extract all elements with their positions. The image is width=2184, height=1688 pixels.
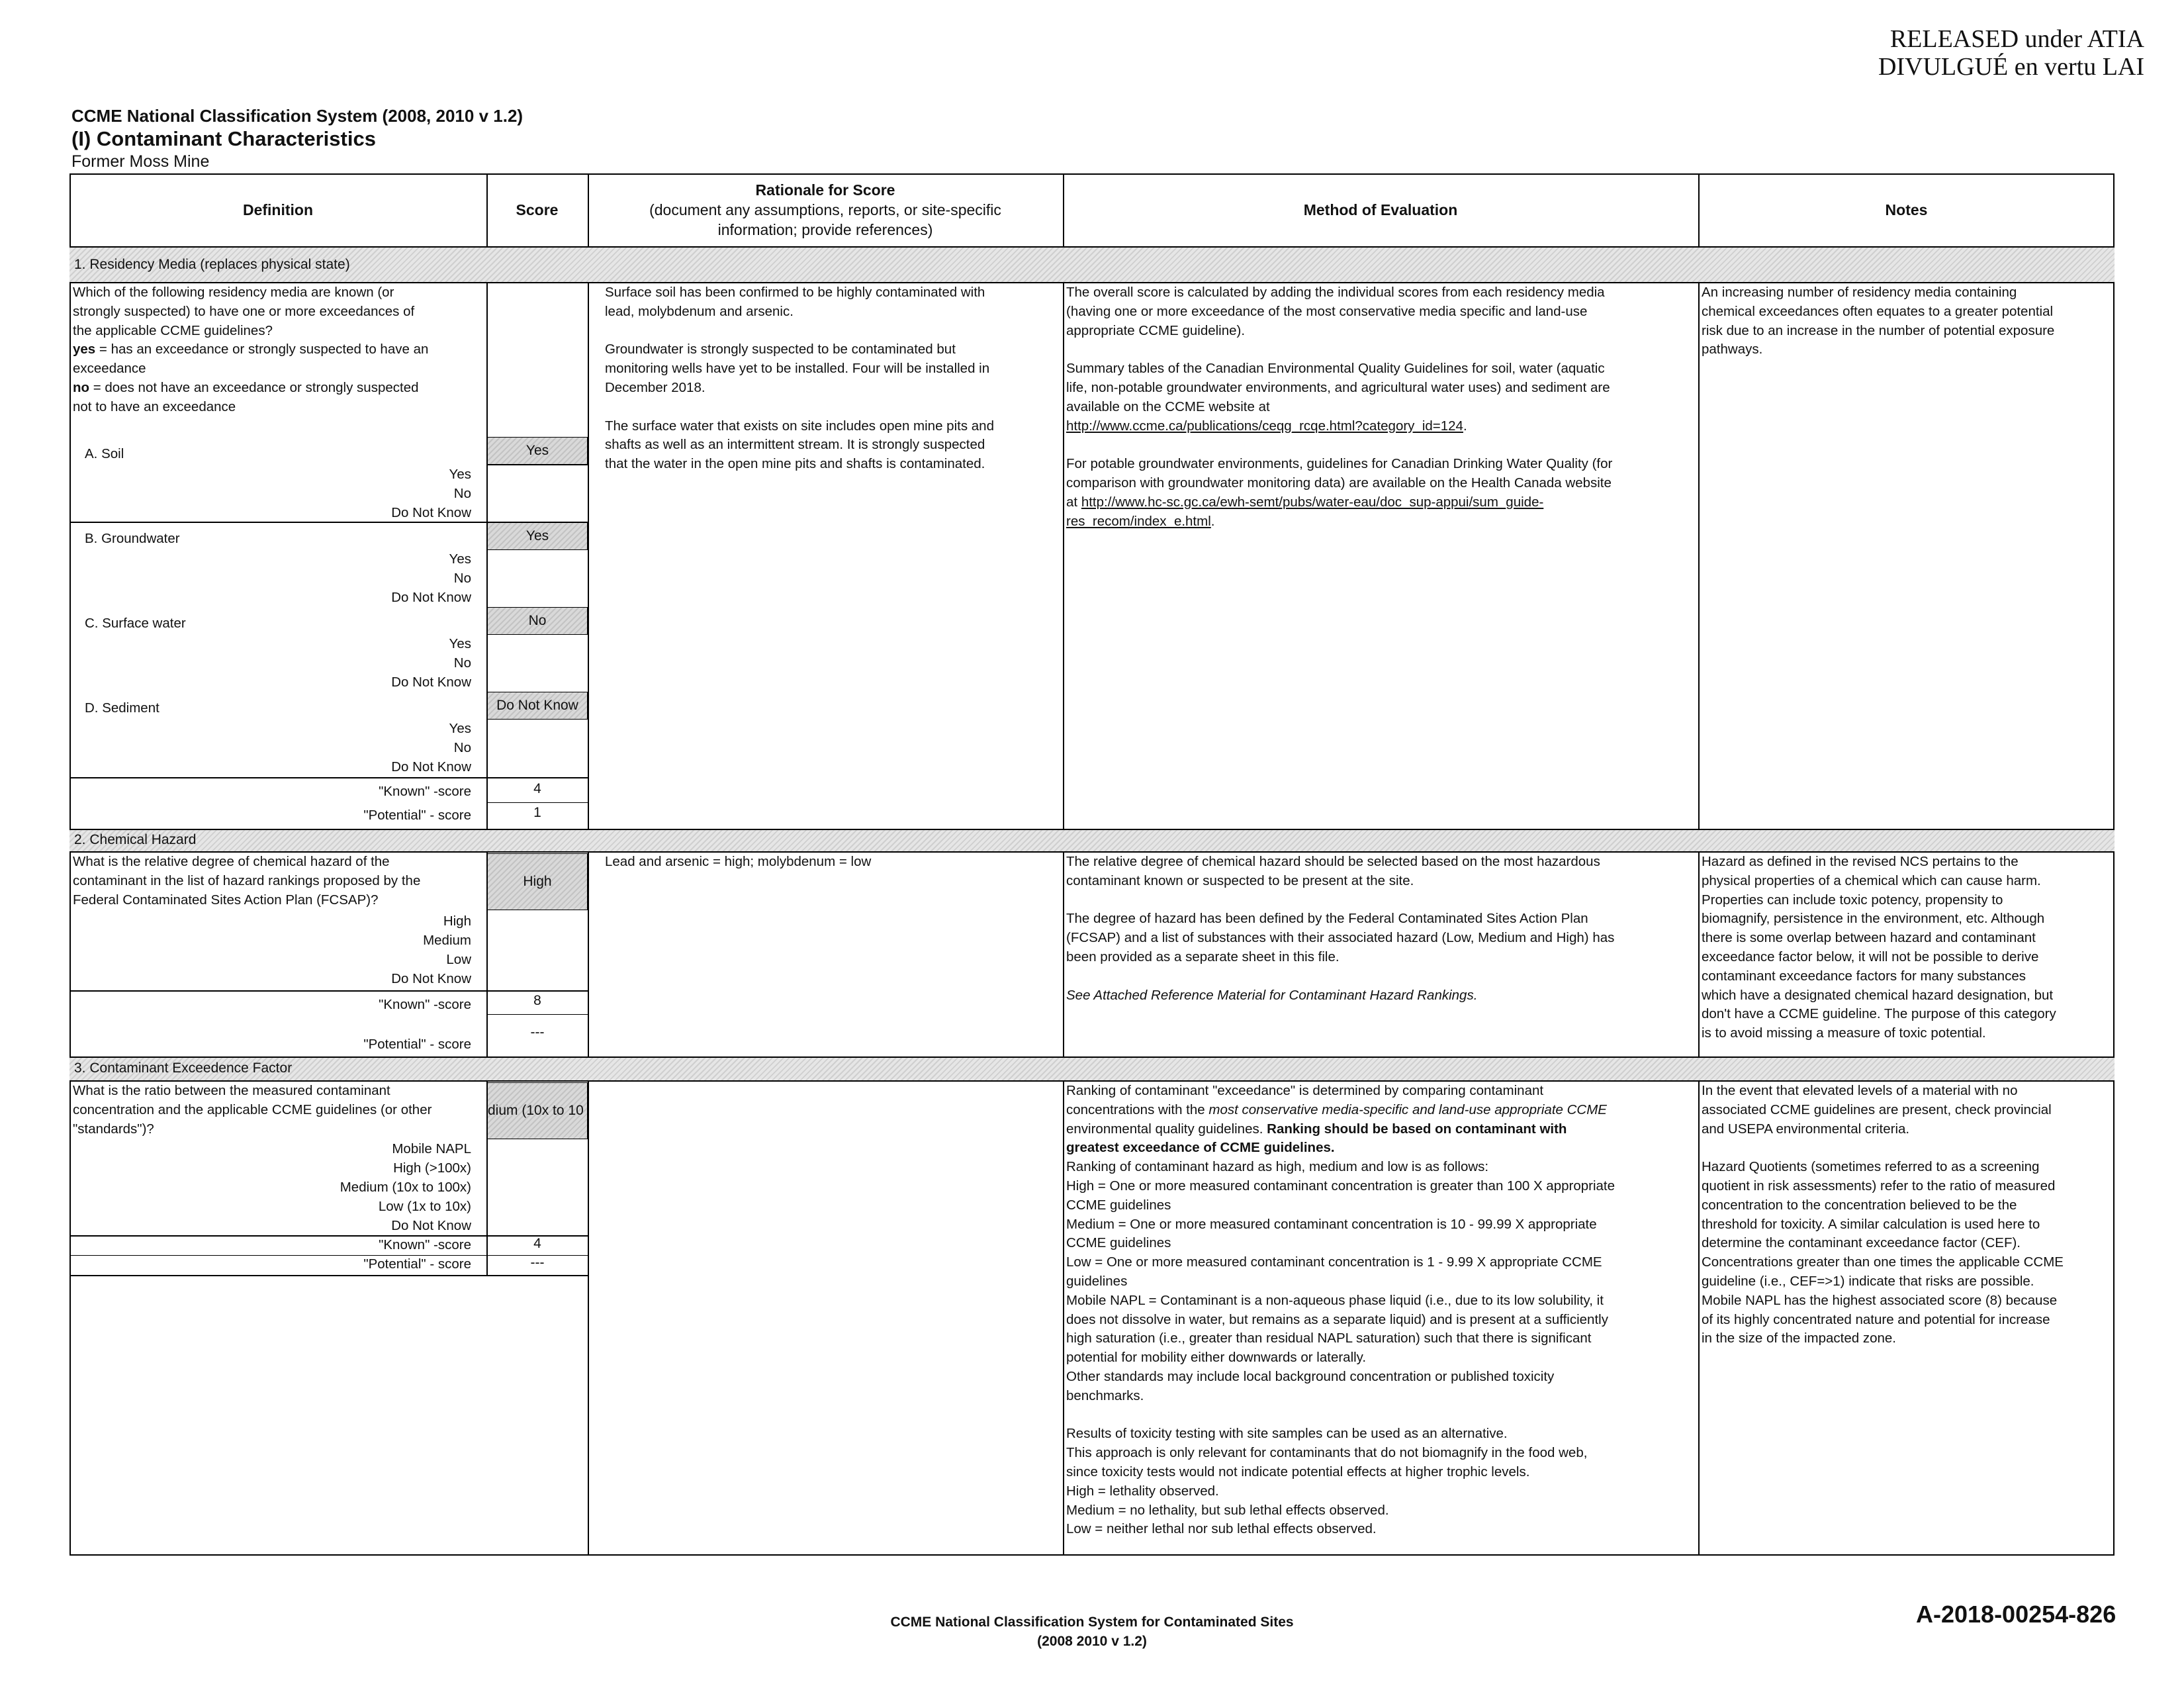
residency-notes: An increasing number of residency media containing chemical exceedances often equates to a greater potential risk due to an increase in the number of potential exposure pathways. bbox=[1702, 285, 2055, 357]
groundwater-option-no: No bbox=[453, 571, 471, 586]
document-id: A-2018-00254-826 bbox=[1916, 1601, 2116, 1628]
exceedence-question: What is the ratio between the measured contaminant concentration and the applicable CCME guidelines (or other "standards")? bbox=[73, 1083, 432, 1137]
col-divider-notes bbox=[1698, 173, 1700, 1556]
score-select-hazard[interactable]: High bbox=[487, 853, 588, 910]
release-stamp bbox=[1878, 25, 2144, 81]
groundwater-option-yes: Yes bbox=[449, 551, 471, 567]
hazard-known-score: 8 bbox=[533, 993, 541, 1008]
residency-question bbox=[73, 283, 483, 417]
hazard-method bbox=[1066, 853, 1696, 1005]
media-label-soil: A. Soil bbox=[85, 446, 124, 461]
section-band-residency bbox=[69, 246, 2115, 283]
header-rationale bbox=[588, 173, 1063, 246]
exceedence-known-score: 4 bbox=[533, 1236, 541, 1251]
footer-line-2: (2008 2010 v 1.2) bbox=[1037, 1634, 1147, 1649]
hazard-option-dnk: Do Not Know bbox=[391, 971, 471, 986]
residency-method-p3: For potable groundwater environments, guidelines for Canadian Drinking Water Quality (for comparison with groundwater monitoring data) are available on the Health Canada website at bbox=[1066, 456, 1613, 510]
exceedence-method-italic: most conservative media-specific and land-use appropriate CCME bbox=[1208, 1102, 1607, 1117]
section-title-exceedence: 3. Contaminant Exceedence Factor bbox=[74, 1060, 293, 1076]
hazard-method-p2: The degree of hazard has been defined by the Federal Contaminated Sites Action Plan (FCSAP) and a list of substances with their associated hazard (Low, Medium and High) has been provided as a separate sheet in this file. bbox=[1066, 911, 1615, 964]
exceedence-potential-score: --- bbox=[530, 1255, 545, 1270]
score-select-groundwater[interactable]: Yes bbox=[487, 522, 588, 550]
header-rationale-sub1: (document any assumptions, reports, or site-specific bbox=[649, 201, 1001, 218]
stamp-line-1: RELEASED under ATIA bbox=[1889, 25, 2144, 53]
no-definition bbox=[73, 380, 419, 414]
exceedence-known-label: "Known" -score bbox=[379, 1237, 471, 1252]
header-notes: Notes bbox=[1885, 201, 1928, 218]
hazard-method-p1: The relative degree of chemical hazard should be selected based on the most hazardous contaminant known or suspected to be present at the site. bbox=[1066, 854, 1600, 888]
residency-known-score: 4 bbox=[533, 781, 541, 796]
site-name: Former Moss Mine bbox=[71, 152, 210, 171]
stamp-line-2: DIVULGUÉ en vertu LAI bbox=[1878, 53, 2144, 81]
section-title: (I) Contaminant Characteristics bbox=[71, 127, 376, 150]
sediment-option-dnk: Do Not Know bbox=[391, 759, 471, 774]
exceedence-option-napl: Mobile NAPL bbox=[392, 1141, 471, 1156]
footer bbox=[728, 1613, 1456, 1651]
surface-water-option-dnk: Do Not Know bbox=[391, 675, 471, 690]
no-text: = does not have an exceedance or strongly suspected not to have an exceedance bbox=[73, 379, 419, 414]
yes-definition bbox=[73, 342, 428, 376]
surface-water-option-no: No bbox=[453, 655, 471, 671]
section-title-hazard: 2. Chemical Hazard bbox=[74, 832, 197, 847]
media-label-sediment: D. Sediment bbox=[85, 700, 159, 716]
yes-text: = has an exceedance or strongly suspected to have an exceedance bbox=[73, 342, 429, 377]
hazard-rationale: Lead and arsenic = high; molybdenum = low bbox=[605, 854, 872, 869]
residency-potential-score: 1 bbox=[533, 805, 541, 820]
residency-method-p1: The overall score is calculated by adding the individual scores from each residency media (having one or more exceedance of the most conservative media specific and land-use appropriate CCME guideline). bbox=[1066, 285, 1605, 338]
exceedence-method-bold: Ranking should be based on contaminant with greatest exceedance of CCME guidelines. bbox=[1066, 1121, 1567, 1156]
exceedence-option-high: High (>100x) bbox=[393, 1160, 471, 1176]
hazard-option-high: High bbox=[443, 914, 471, 929]
col-divider-method bbox=[1063, 173, 1064, 1556]
sediment-option-no: No bbox=[453, 740, 471, 755]
health-canada-link-part1[interactable]: http://www.hc-sc.gc.ca/ewh-semt/pubs/water-eau/doc_sup-appui/sum_guide- bbox=[1081, 494, 1544, 510]
hazard-notes: Hazard as defined in the revised NCS pertains to the physical properties of a chemical which can cause harm. Properties can include toxic potency, propensity to biomagnify, persistence in the environment, etc. Although there is some overlap between hazard and contaminant exceedance factor below, it will not be possible to derive contaminant exceedance factors for many substances which have a designated chemical hazard designation, but don't have a CCME guideline. The purpose of this category is to avoid missing a measure of toxic potential. bbox=[1702, 854, 2056, 1041]
residency-method-p2: Summary tables of the Canadian Environmental Quality Guidelines for soil, water (aquatic life, non-potable groundwater environments, and agricultural water uses) and sediment are available on the CCME website at bbox=[1066, 361, 1610, 414]
exceedence-option-dnk: Do Not Know bbox=[391, 1218, 471, 1233]
hazard-question: What is the relative degree of chemical hazard of the contaminant in the list of hazard rankings proposed by the Federal Contaminated Sites Action Plan (FCSAP)? bbox=[73, 854, 421, 908]
score-select-surface-water[interactable]: No bbox=[487, 607, 588, 635]
soil-option-dnk: Do Not Know bbox=[391, 505, 471, 520]
document-title: CCME National Classification System (2008, 2010 v 1.2) bbox=[71, 106, 523, 126]
exceedence-method-a1: Ranking of contaminant "exceedance" is determined by comparing contaminant concentrations with the bbox=[1066, 1083, 1544, 1117]
section-title-residency: 1. Residency Media (replaces physical state) bbox=[74, 257, 350, 272]
surface-water-option-yes: Yes bbox=[449, 636, 471, 651]
header-definition: Definition bbox=[242, 201, 314, 218]
exceedence-notes: In the event that elevated levels of a material with no associated CCME guidelines are present, check provincial and USEPA environmental criteria. Hazard Quotients (sometimes referred to as a screening quotient in risk assessments) refer to the ratio of measured concentration to the concentration believed to be the threshold for toxicity. A similar calculation is used here to determine the contaminant exceedance factor (CEF). Concentrations greater than one times the applicable CCME guideline (i.e., CEF=>1) indicate that risks are possible. Mobile NAPL has the highest associated score (8) because of its highly concentrated nature and potential for increase in the size of the impacted zone. bbox=[1702, 1083, 2064, 1346]
footer-line-1: CCME National Classification System for Contaminated Sites bbox=[890, 1615, 1294, 1630]
media-label-groundwater: B. Groundwater bbox=[85, 531, 180, 546]
hazard-potential-label: "Potential" - score bbox=[363, 1037, 471, 1052]
residency-known-label: "Known" -score bbox=[379, 784, 471, 799]
header-score: Score bbox=[516, 201, 559, 218]
yes-key: yes bbox=[73, 342, 96, 357]
hazard-known-label: "Known" -score bbox=[379, 997, 471, 1012]
residency-method: The overall score is calculated by adding the individual scores from each residency media (having one or more exceedance of the most conservative media specific and land-use appropriate CCME guideline). Summary tables of the Canadian Environmental Quality Guidelines for soil, water (aquatic life, non-potable groundwater environments, and agricultural water uses) and sediment are available on the CCME website at http://www.ccme.ca/publications/ceqg_rcqe.html?category_id=124. For potable groundwater environments, guidelines for Canadian Drinking Water Quality (for comparison with groundwater monitoring data) are available on the Health Canada website at http://www.hc-sc.gc.ca/ewh-semt/pubs/water-eau/doc_sup-appui/sum_guide- res_recom/index_e.html. bbox=[1066, 285, 1613, 529]
residency-potential-label: "Potential" - score bbox=[363, 808, 471, 823]
health-canada-link-part2[interactable]: res_recom/index_e.html bbox=[1066, 513, 1211, 529]
exceedence-method-a2: environmental quality guidelines. bbox=[1066, 1121, 1263, 1137]
section-band-hazard bbox=[69, 829, 2115, 853]
residency-question-text: Which of the following residency media are known (or strongly suspected) to have one or more exceedances of the applicable CCME guidelines? bbox=[73, 285, 415, 338]
exceedence-potential-label: "Potential" - score bbox=[363, 1256, 471, 1272]
no-key: no bbox=[73, 379, 90, 395]
media-label-surface-water: C. Surface water bbox=[85, 616, 186, 631]
section-band-exceedence bbox=[69, 1056, 2115, 1082]
soil-option-no: No bbox=[453, 486, 471, 501]
exceedence-method-b: Ranking of contaminant hazard as high, medium and low is as follows: High = One or more measured contaminant concentration is greater than 100 X appropriate CCME guidelines Medium = One or more measured contaminant concentration is 10 - 99.99 X appropriate CCME guidelines Low = One or more measured contaminant concentration is 1 - 9.99 X appropriate CCME guidelines Mobile NAPL = Contaminant is a non-aqueous phase liquid (i.e., due to its low solubility, it does not dissolve in water, but remains as a separate liquid) and is present at a sufficiently high saturation (i.e., greater than residual NAPL saturation) such that there is significant potential for mobility either downwards or laterally. Other standards may include local background concentration or published toxicity benchmarks. Results of toxicity testing with site samples can be used as an alternative. This approach is only relevant for contaminants that do not biomagnify in the food web, since toxicity tests would not indicate potential effects at higher trophic levels. High = lethality observed. Medium = no lethality, but sub lethal effects observed. Low = neither lethal nor sub lethal effects observed. bbox=[1066, 1159, 1615, 1537]
score-select-soil[interactable]: Yes bbox=[487, 437, 588, 465]
ccme-guidelines-link[interactable]: http://www.ccme.ca/publications/ceqg_rcqe.html?category_id=124 bbox=[1066, 418, 1463, 434]
exceedence-method bbox=[1066, 1082, 1696, 1539]
soil-option-yes: Yes bbox=[449, 467, 471, 482]
hazard-potential-score: --- bbox=[530, 1025, 545, 1040]
exceedence-option-medium: Medium (10x to 100x) bbox=[340, 1180, 471, 1195]
hazard-option-low: Low bbox=[446, 952, 471, 967]
residency-rationale: Surface soil has been confirmed to be highly contaminated with lead, molybdenum and arsenic. Groundwater is strongly suspected to be contaminated but monitoring wells have yet to be installed. Four will be installed in December 2018. The surface water that exists on site includes open mine pits and shafts as well as an intermittent stream. It is strongly suspected that the water in the open mine pits and shafts is contaminated. bbox=[605, 285, 994, 472]
score-select-sediment[interactable]: Do Not Know bbox=[487, 692, 588, 720]
header-method: Method of Evaluation bbox=[1303, 201, 1458, 218]
col-divider-rationale bbox=[588, 173, 589, 1556]
sediment-option-yes: Yes bbox=[449, 721, 471, 736]
header-rationale-sub2: information; provide references) bbox=[717, 221, 933, 238]
header-rationale-title: Rationale for Score bbox=[755, 181, 895, 199]
hazard-method-p3: See Attached Reference Material for Contaminant Hazard Rankings. bbox=[1066, 987, 1478, 1003]
exceedence-option-low: Low (1x to 10x) bbox=[378, 1199, 471, 1214]
hazard-option-medium: Medium bbox=[423, 933, 471, 948]
groundwater-option-dnk: Do Not Know bbox=[391, 590, 471, 605]
score-select-exceedence[interactable]: dium (10x to 10 bbox=[487, 1082, 588, 1139]
